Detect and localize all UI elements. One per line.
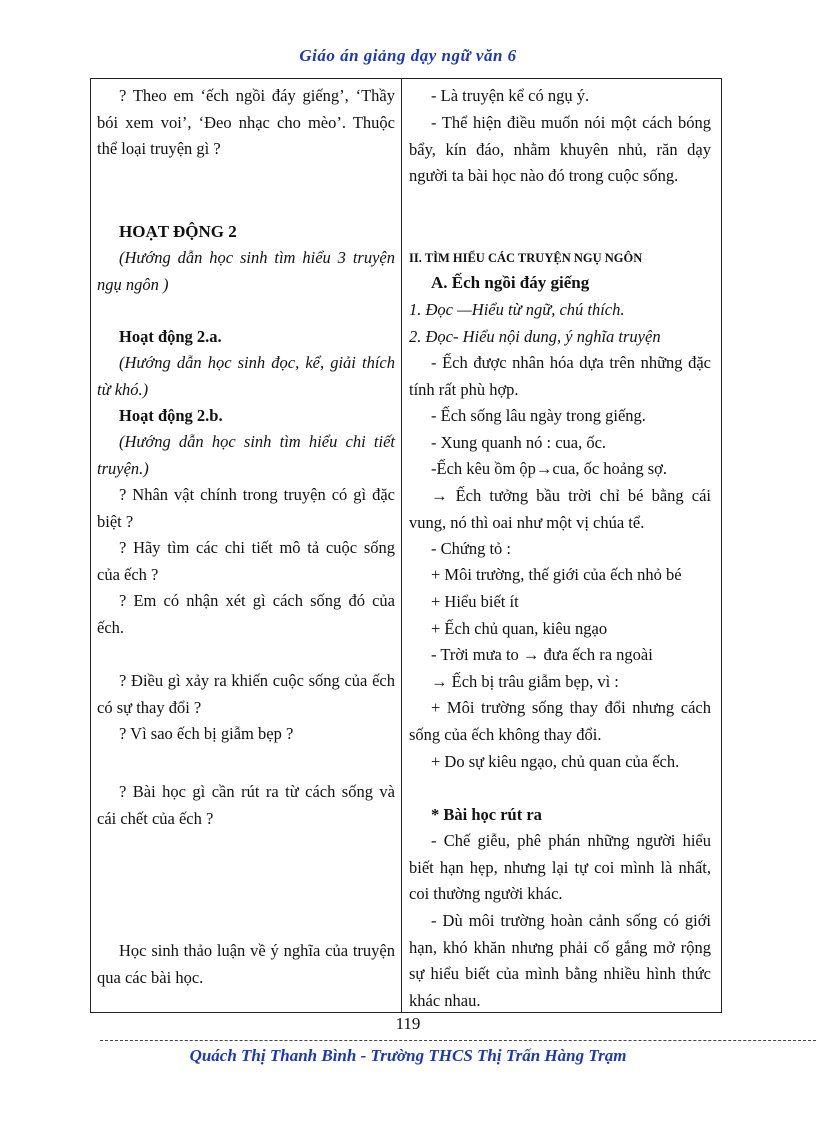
question-genre: ? Theo em ‘ếch ngồi đáy giếng’, ‘Thầy bói xem voi’, ‘Đeo nhạc cho mèo’. Thuộc thể loại truyện gì ? bbox=[97, 86, 395, 158]
page-footer: Quách Thị Thanh Bình - Trường THCS Thị Trấn Hàng Trạm bbox=[189, 1046, 627, 1065]
proof-heading: - Chứng tỏ : bbox=[431, 539, 511, 558]
lesson-heading: * Bài học rút ra bbox=[431, 805, 542, 824]
content-column bbox=[403, 79, 721, 1011]
frog-thinks-sky: → Ếch tưởng bầu trời chỉ bé bằng cái vung, nó thì oai như một vị chúa tể. bbox=[409, 486, 711, 532]
lesson-table bbox=[90, 78, 722, 1013]
frog-personified: - Ếch được nhân hóa dựa trên những đặc tính rất phù hợp. bbox=[409, 353, 711, 399]
footer-divider bbox=[100, 1040, 816, 1041]
step-2-reading: 2. Đọc- Hiểu nội dung, ý nghĩa truyện bbox=[409, 327, 661, 346]
activity-2-title: HOẠT ĐỘNG 2 bbox=[119, 222, 237, 241]
reason-environment: + Môi trường sống thay đổi nhưng cách sống của ếch không thay đổi. bbox=[409, 698, 711, 744]
frog-crushed: → Ếch bị trâu giẫm bẹp, vì : bbox=[431, 672, 619, 691]
genre-explanation: - Thể hiện điều muốn nói một cách bóng bẩy, kín đáo, nhằm khuyên nhủ, răn dạy người ta bài học nào đó trong cuộc sống. bbox=[409, 113, 711, 185]
proof-environment: + Môi trường, thế giới của ếch nhỏ bé bbox=[431, 565, 682, 584]
activity-2a-description: (Hướng dẫn học sinh đọc, kể, giải thích từ khó.) bbox=[97, 353, 395, 399]
reason-arrogance: + Do sự kiêu ngạo, chủ quan của ếch. bbox=[431, 752, 680, 771]
story-a-heading: A. Ếch ngồi đáy giếng bbox=[431, 273, 590, 292]
page-header: Giáo án giảng dạy ngữ văn 6 bbox=[299, 46, 517, 65]
question-why-crushed: ? Vì sao ếch bị giẫm bẹp ? bbox=[119, 724, 294, 743]
frog-in-well: - Ếch sống lâu ngày trong giếng. bbox=[431, 406, 646, 425]
question-main-character: ? Nhân vật chính trong truyện có gì đặc biệt ? bbox=[97, 485, 395, 531]
question-lesson: ? Bài học gì cần rút ra từ cách sống và cái chết của ếch ? bbox=[97, 782, 395, 828]
lesson-expand-knowledge: - Dù môi trường hoàn cảnh sống có giới hạn, khó khăn nhưng phải cố gắng mở rộng sự hiểu biết của mình bằng nhiều hình thức khác nhau. bbox=[409, 911, 711, 1010]
proof-knowledge: + Hiểu biết ít bbox=[431, 592, 519, 611]
frog-surroundings: - Xung quanh nó : cua, ốc. bbox=[431, 433, 607, 452]
column-divider bbox=[401, 79, 402, 1012]
activity-2a-title: Hoạt động 2.a. bbox=[119, 327, 222, 346]
step-1-reading: 1. Đọc —Hiểu từ ngữ, chú thích. bbox=[409, 300, 625, 319]
activity-2b-description: (Hướng dẫn học sinh tìm hiểu chi tiết truyện.) bbox=[97, 432, 395, 478]
page-number: 119 bbox=[395, 1014, 421, 1033]
question-frog-life-details: ? Hãy tìm các chi tiết mô tả cuộc sống của ếch ? bbox=[97, 538, 395, 584]
rain-event: - Trời mưa to → đưa ếch ra ngoài bbox=[431, 645, 653, 664]
section-ii-heading: II. TÌM HIỂU CÁC TRUYỆN NGỤ NGÔN bbox=[409, 251, 643, 265]
activity-2b-title: Hoạt động 2.b. bbox=[119, 406, 223, 425]
genre-answer: - Là truyện kể có ngụ ý. bbox=[431, 86, 590, 105]
activity-2-description: (Hướng dẫn học sinh tìm hiểu 3 truyện ngụ ngôn ) bbox=[97, 248, 395, 294]
frog-croaks: -Ếch kêu ồm ộp→cua, ốc hoảng sợ. bbox=[431, 459, 667, 478]
lesson-mockery: - Chế giễu, phê phán những người hiểu biết hạn hẹp, nhưng lại tự coi mình là nhất, coi thường người khác. bbox=[409, 831, 711, 903]
student-discussion: Học sinh thảo luận về ý nghĩa của truyện qua các bài học. bbox=[97, 941, 395, 987]
question-what-changed: ? Điều gì xảy ra khiến cuộc sống của ếch có sự thay đổi ? bbox=[97, 671, 395, 717]
proof-arrogant: + Ếch chủ quan, kiêu ngạo bbox=[431, 619, 608, 638]
question-way-of-living: ? Em có nhận xét gì cách sống đó của ếch. bbox=[97, 591, 395, 637]
